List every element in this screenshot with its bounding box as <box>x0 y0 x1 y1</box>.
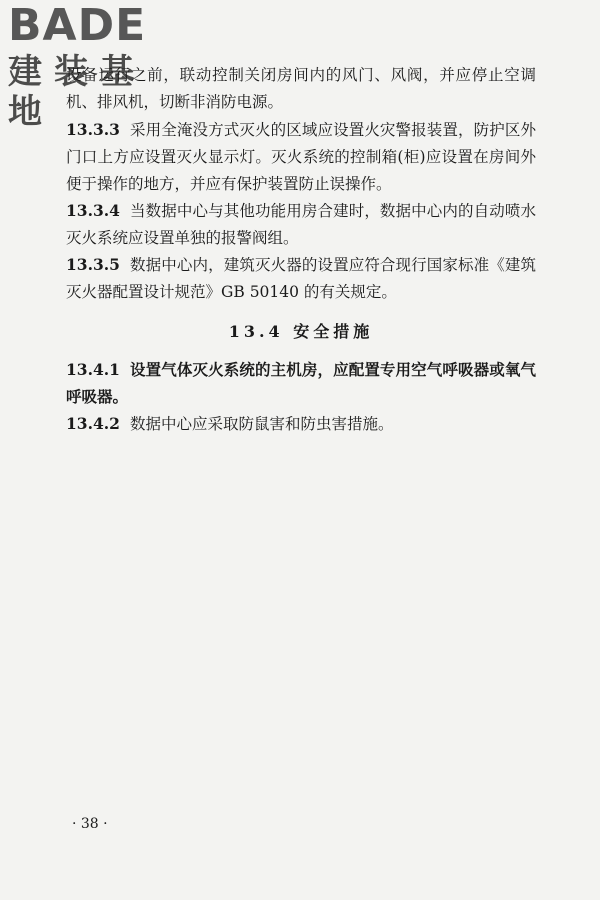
clause-number: 13.3.5 <box>66 255 120 274</box>
paragraph-intro <box>66 62 536 116</box>
watermark-cjk: 建装基地 <box>8 52 146 132</box>
clause-text: 采用全淹没方式灭火的区域应设置火灾警报装置，防护区外门口上方应设置灭火显示灯。灭火系统的控制箱(柜)应设置在房间外便于操作的地方，并应有保护装置防止误操作。 <box>66 121 536 193</box>
clause-text: 设置气体灭火系统的主机房，应配置专用空气呼吸器或氧气呼吸器。 <box>66 360 536 406</box>
clause-number: 13.3.4 <box>66 201 120 220</box>
clause-text: 数据中心应采取防鼠害和防虫害措施。 <box>129 415 394 433</box>
clause-text: 数据中心内，建筑灭火器的设置应符合现行国家标准《建筑灭火器配置设计规范》GB 50140 的有关规定。 <box>66 256 536 301</box>
clause-13-3-4 <box>66 197 536 252</box>
clause-13-3-3 <box>66 116 536 198</box>
clause-text: 当数据中心与其他功能用房合建时，数据中心内的自动喷水灭火系统应设置单独的报警阀组。 <box>66 202 536 247</box>
clause-13-3-5 <box>66 251 536 306</box>
page-number: · 38 · <box>72 816 108 832</box>
clause-number: 13.4.2 <box>66 414 120 433</box>
paragraph-intro-text: 设备运行之前，联动控制关闭房间内的风门、风阀，并应停止空调机、排风机，切断非消防电源。 <box>66 66 536 111</box>
clause-number: 13.3.3 <box>66 120 120 139</box>
clause-number: 13.4.1 <box>66 360 120 379</box>
clause-13-4-2 <box>66 410 536 438</box>
watermark-latin: BADE <box>8 0 147 51</box>
clause-13-4-1 <box>66 356 536 410</box>
section-title: 13.4 安全措施 <box>228 322 374 341</box>
